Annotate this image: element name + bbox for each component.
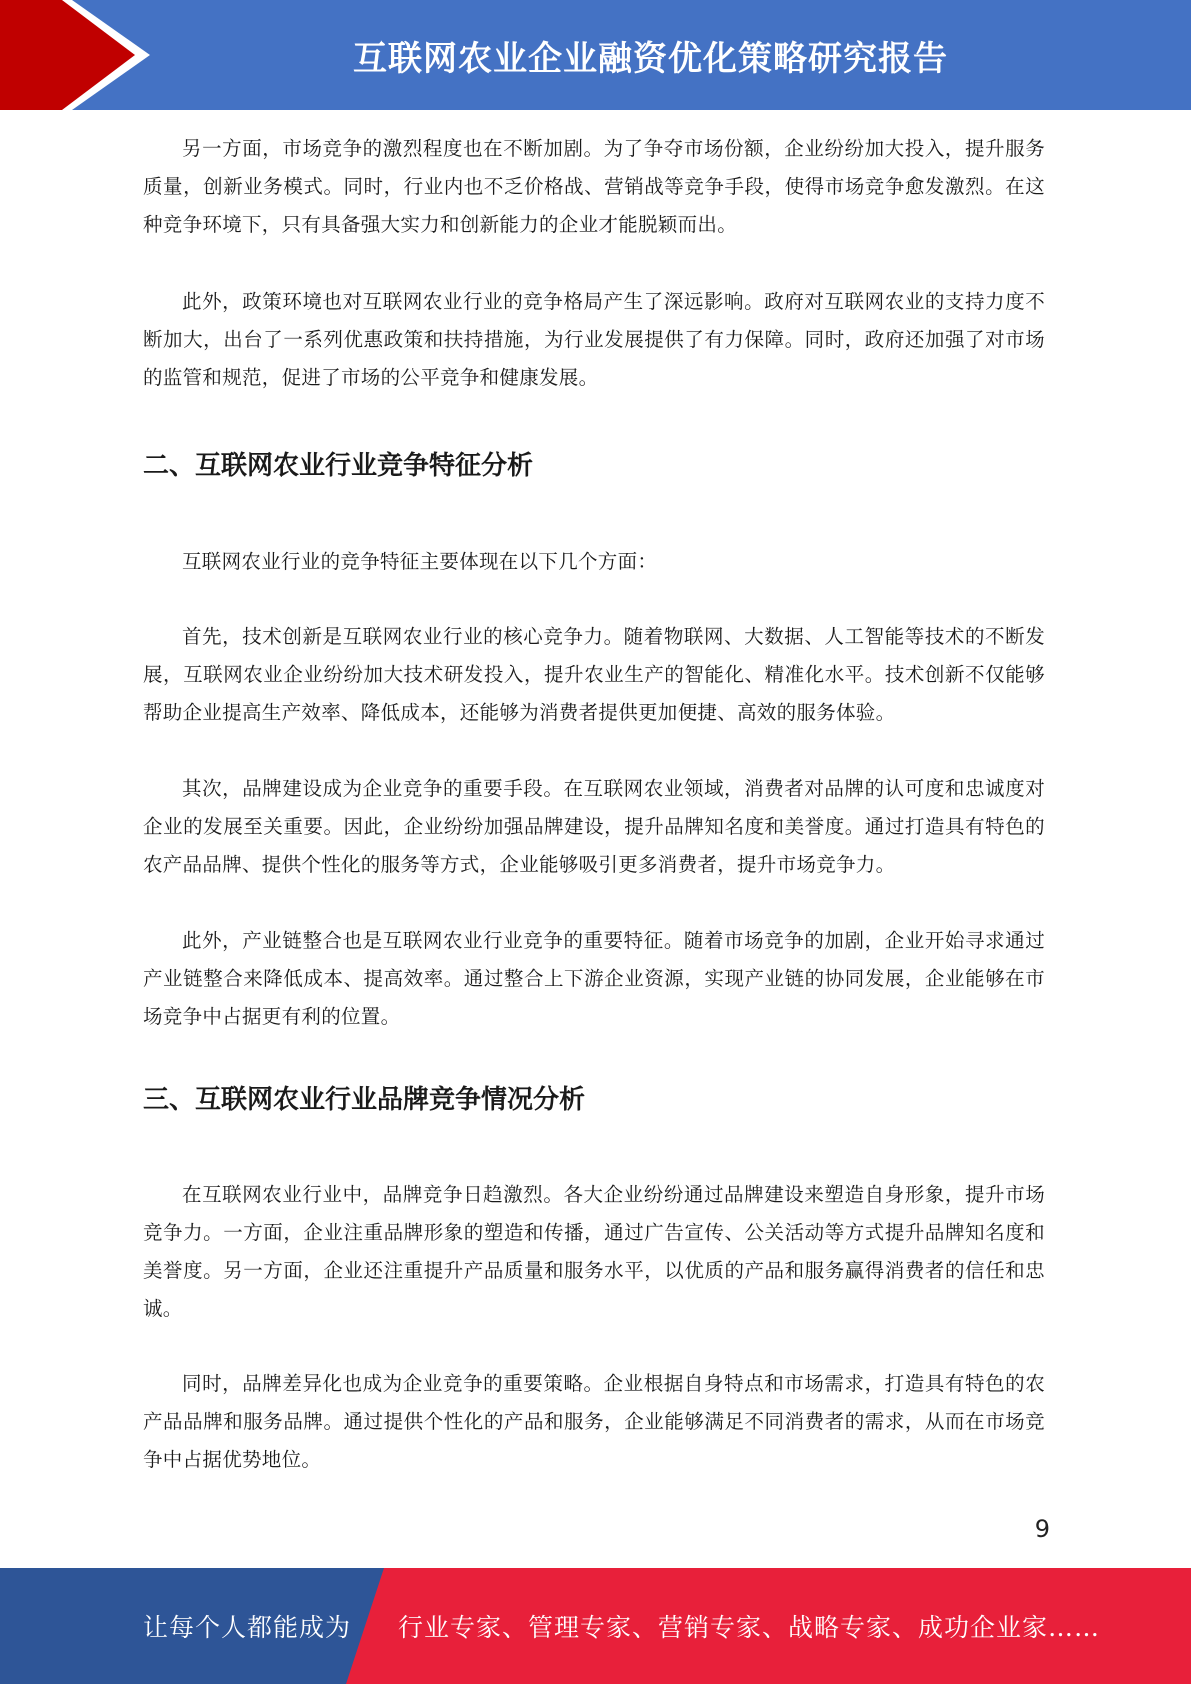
paragraph: 另一方面，市场竞争的激烈程度也在不断加剧。为了争夺市场份额，企业纷纷加大投入，提升服务质量，创新业务模式。同时，行业内也不乏价格战、营销战等竞争手段，使得市场竞争愈发激烈。在这种竞争环境下，只有具备强大实力和创新能力的企业才能脱颖而出。 [143, 137, 1045, 236]
footer-slogan-left: 让每个人都能成为 [143, 1613, 352, 1642]
paragraph: 首先，技术创新是互联网农业行业的核心竞争力。随着物联网、大数据、人工智能等技术的不断发展，互联网农业企业纷纷加大技术研发投入，提升农业生产的智能化、精准化水平。技术创新不仅能够帮助企业提高生产效率、降低成本，还能够为消费者提供更加便捷、高效的服务体验。 [143, 625, 1045, 724]
report-title: 互联网农业企业融资优化策略研究报告 [353, 38, 948, 79]
paragraph: 其次，品牌建设成为企业竞争的重要手段。在互联网农业领域，消费者对品牌的认可度和忠诚度对企业的发展至关重要。因此，企业纷纷加强品牌建设，提升品牌知名度和美誉度。通过打造具有特色的农产品品牌、提供个性化的服务等方式，企业能够吸引更多消费者，提升市场竞争力。 [143, 777, 1045, 876]
paragraph: 此外，政策环境也对互联网农业行业的竞争格局产生了深远影响。政府对互联网农业的支持力度不断加大，出台了一系列优惠政策和扶持措施，为行业发展提供了有力保障。同时，政府还加强了对市场的监管和规范，促进了市场的公平竞争和健康发展。 [143, 290, 1045, 389]
page-footer [0, 1568, 1191, 1684]
section-heading: 二、互联网农业行业竞争特征分析 [143, 451, 534, 481]
paragraph: 在互联网农业行业中，品牌竞争日趋激烈。各大企业纷纷通过品牌建设来塑造自身形象，提升市场竞争力。一方面，企业注重品牌形象的塑造和传播，通过广告宣传、公关活动等方式提升品牌知名度和美誉度。另一方面，企业还注重提升产品质量和服务水平，以优质的产品和服务赢得消费者的信任和忠诚。 [143, 1183, 1045, 1320]
page-header [0, 0, 1191, 110]
paragraph: 互联网农业行业的竞争特征主要体现在以下几个方面： [182, 550, 658, 573]
page-number: 9 [1034, 1515, 1050, 1543]
section-heading: 三、互联网农业行业品牌竞争情况分析 [143, 1085, 586, 1115]
paragraph: 此外，产业链整合也是互联网农业行业竞争的重要特征。随着市场竞争的加剧，企业开始寻求通过产业链整合来降低成本、提高效率。通过整合上下游企业资源，实现产业链的协同发展，企业能够在市场竞争中占据更有利的位置。 [143, 929, 1045, 1028]
footer-slogan-right: 行业专家、管理专家、营销专家、战略专家、成功企业家…… [398, 1613, 1101, 1642]
paragraph: 同时，品牌差异化也成为企业竞争的重要策略。企业根据自身特点和市场需求，打造具有特色的农产品品牌和服务品牌。通过提供个性化的产品和服务，企业能够满足不同消费者的需求，从而在市场竞争中占据优势地位。 [143, 1372, 1045, 1471]
